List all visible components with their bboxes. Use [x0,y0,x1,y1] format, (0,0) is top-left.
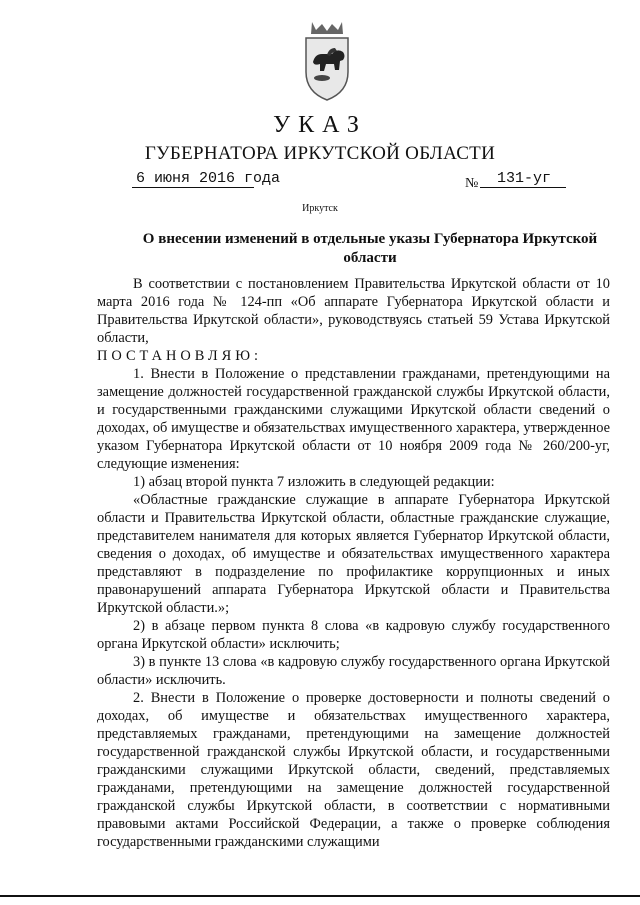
number-sign: № [465,176,479,191]
number-underline [480,187,566,188]
document-date: 6 июня 2016 года [136,170,281,187]
city-label: Иркутск [302,203,338,214]
page-title: УКАЗ [273,112,367,138]
document-number: 131-уг [497,170,552,187]
issuer-title: ГУБЕРНАТОРА ИРКУТСКОЙ ОБЛАСТИ [144,143,496,164]
document-heading: О внесении изменений в отдельные указы Губернатора Иркутской области [142,231,598,266]
body-paragraph: «Областные гражданские служащие в аппарате Губернатора Иркутской области и Правительства Иркутской области, областные гражданские служащие, представителем нанимателя для которых является Губернатор Иркутской области, сведения о доходах, об имуществе и обязательствах имущественного характера представляют в подразделение по профилактике коррупционных и иных правонарушений аппарата Губернатора Иркутской области и Правительства Иркутской области.»; [97,492,610,616]
body-paragraph: 1) абзац второй пункта 7 изложить в следующей редакции: [133,474,495,490]
body-paragraph: 3) в пункте 13 слова «в кадровую службу государственного органа Иркутской области» исключить. [97,654,610,688]
decree-keyword: ПОСТАНОВЛЯЮ: [97,348,263,364]
page-bottom-edge [0,895,640,897]
date-underline [132,187,254,188]
body-paragraph: 2) в абзаце первом пункта 8 слова «в кадровую службу государственного органа Иркутской области» исключить; [97,618,610,652]
body-paragraph: В соответствии с постановлением Правительства Иркутской области от 10 марта 2016 года № 124-пп «Об аппарате Губернатора Иркутской области и Правительства Иркутской области», руководствуясь статьей 59 Устава Иркутской области, [97,276,610,346]
document-body [97,275,610,851]
coat-of-arms-icon [302,18,352,102]
body-paragraph: 1. Внести в Положение о представлении гражданами, претендующими на замещение должностей государственной гражданской службы Иркутской области, и государственными гражданскими служащими Иркутской области сведений о доходах, об имуществе и обязательствах имущественного характера, утвержденное указом Губернатора Иркутской области от 10 ноября 2009 года № 260/200-уг, следующие изменения: [97,366,610,472]
body-paragraph: 2. Внести в Положение о проверке достоверности и полноты сведений о доходах, об имуществе и обязательствах имущественного характера, представляемых гражданами, претендующими на замещение должностей государственной гражданской службы Иркутской области, и государственными гражданскими служащими Иркутской области, сведений, представляемых гражданами, претендующими на замещение должностей государственной гражданской службы Иркутской области, в соответствии с нормативными правовыми актами Российской Федерации, а также о проверке соблюдения государственными гражданскими служащими [97,690,610,850]
